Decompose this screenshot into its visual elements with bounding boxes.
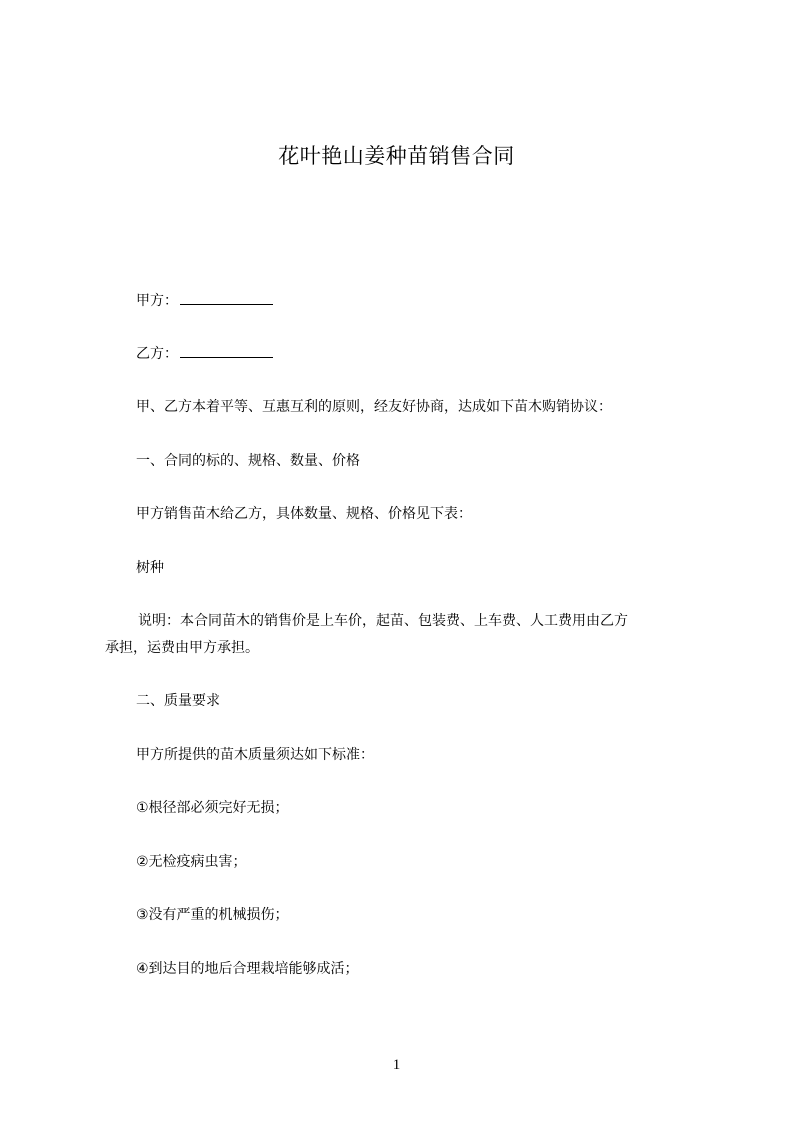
party-a-line (136, 290, 273, 311)
standard-item: ③没有严重的机械损伤； (136, 907, 289, 923)
section2-text: 甲方所提供的苗木质量须达如下标准： (136, 747, 374, 763)
standard-item: ④到达目的地后合理栽培能够成活； (136, 961, 359, 977)
party-a-blank (180, 290, 273, 305)
section2-heading: 二、质量要求 (136, 693, 220, 709)
party-a-label: 甲方： (136, 293, 178, 309)
section1-text: 甲方销售苗木给乙方，具体数量、规格、价格见下表： (136, 506, 472, 522)
standard-item: ①根径部必须完好无损； (136, 800, 289, 816)
party-b-line (136, 343, 273, 364)
page-number: 1 (392, 1057, 401, 1073)
intro-paragraph: 甲、乙方本着平等、互惠互利的原则，经友好协商，达成如下苗木购销协议： (136, 399, 612, 415)
party-b-blank (180, 343, 273, 358)
note-line-2: 承担，运费由甲方承担。 (105, 640, 259, 656)
note-line-1: 说明：本合同苗木的销售价是上车价，起苗、包装费、上车费、人工费用由乙方 (138, 613, 628, 629)
party-b-label: 乙方： (136, 346, 178, 362)
document-title: 花叶艳山姜种苗销售合同 (278, 144, 515, 168)
section1-heading: 一、合同的标的、规格、数量、价格 (136, 453, 360, 469)
standard-item: ②无检疫病虫害； (136, 854, 247, 870)
table-species-header: 树种 (136, 560, 164, 576)
